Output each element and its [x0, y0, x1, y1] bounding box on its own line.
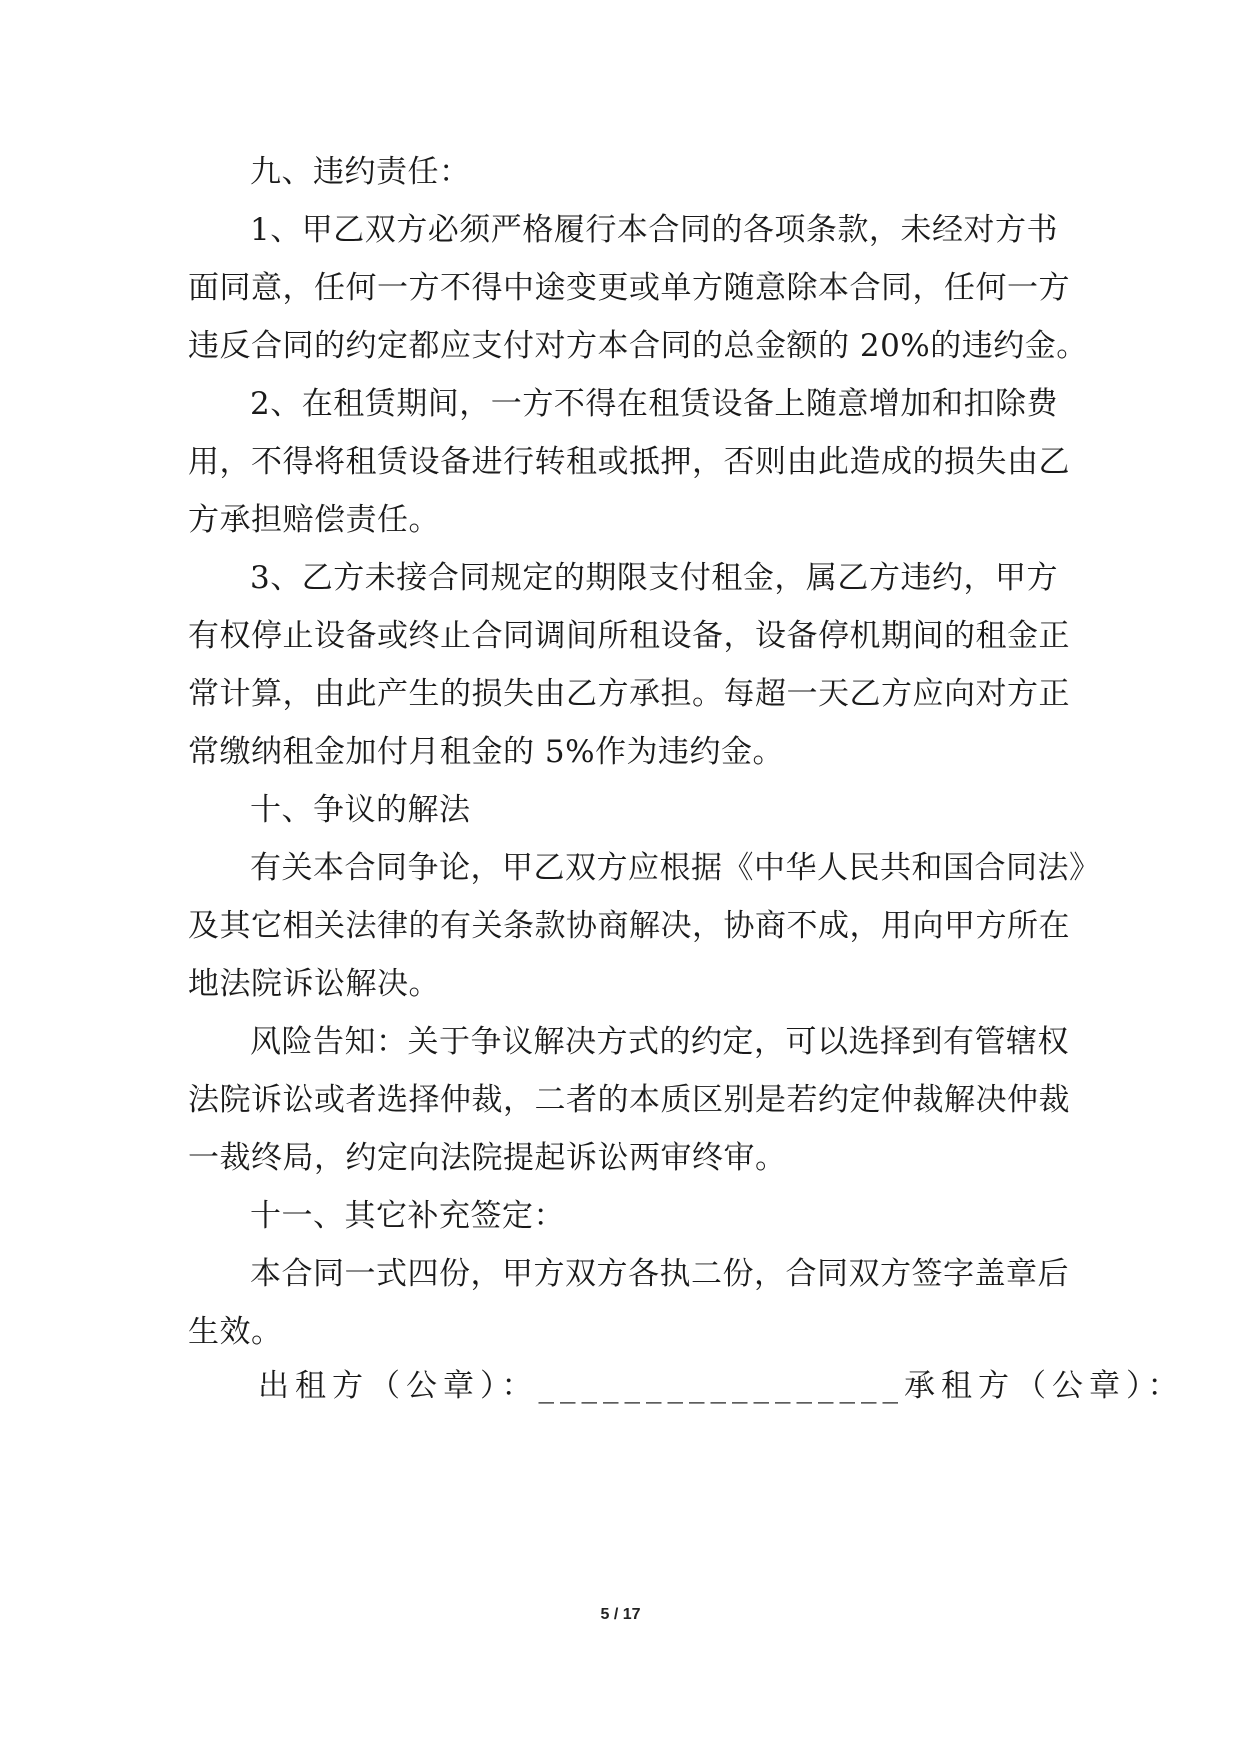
section-heading-breach: 九、违约责任：	[250, 154, 471, 190]
paragraph-line: 一裁终局，约定向法院提起诉讼两审终审。	[188, 1140, 787, 1176]
signature-line: 出租方（公章）：_________________承租方（公章）：	[258, 1368, 1185, 1404]
section-heading-dispute: 十、争议的解法	[250, 792, 471, 828]
paragraph-line: 用，不得将租赁设备进行转租或抵押，否则由此造成的损失由乙	[188, 444, 1070, 480]
paragraph-line: 方承担赔偿责任。	[188, 502, 440, 538]
section-heading-supplement: 十一、其它补充签定：	[250, 1198, 565, 1234]
paragraph-line: 风险告知：关于争议解决方式的约定，可以选择到有管辖权	[250, 1024, 1069, 1060]
paragraph-line: 生效。	[188, 1314, 283, 1350]
paragraph-line: 本合同一式四份，甲方双方各执二份，合同双方签字盖章后	[250, 1256, 1069, 1292]
paragraph-line: 3、乙方未接合同规定的期限支付租金，属乙方违约，甲方	[250, 560, 1058, 596]
paragraph-line: 有权停止设备或终止合同调间所租设备，设备停机期间的租金正	[188, 618, 1070, 654]
paragraph-line: 法院诉讼或者选择仲裁，二者的本质区别是若约定仲裁解决仲裁	[188, 1082, 1070, 1118]
paragraph-line: 面同意，任何一方不得中途变更或单方随意除本合同，任何一方	[188, 270, 1070, 306]
paragraph-line: 2、在租赁期间，一方不得在租赁设备上随意增加和扣除费	[250, 386, 1058, 422]
paragraph-line: 地法院诉讼解决。	[188, 966, 440, 1002]
paragraph-line: 常计算，由此产生的损失由乙方承担。每超一天乙方应向对方正	[188, 676, 1070, 712]
paragraph-line: 及其它相关法律的有关条款协商解决，协商不成，用向甲方所在	[188, 908, 1070, 944]
paragraph-line: 违反合同的约定都应支付对方本合同的总金额的 20%的违约金。	[188, 328, 1088, 364]
paragraph-line: 常缴纳租金加付月租金的 5%作为违约金。	[188, 734, 785, 770]
paragraph-line: 1、甲乙双方必须严格履行本合同的各项条款，未经对方书	[250, 212, 1058, 248]
paragraph-line: 有关本合同争论，甲乙双方应根据《中华人民共和国合同法》	[250, 850, 1101, 886]
page-number: 5 / 17	[600, 1606, 641, 1623]
